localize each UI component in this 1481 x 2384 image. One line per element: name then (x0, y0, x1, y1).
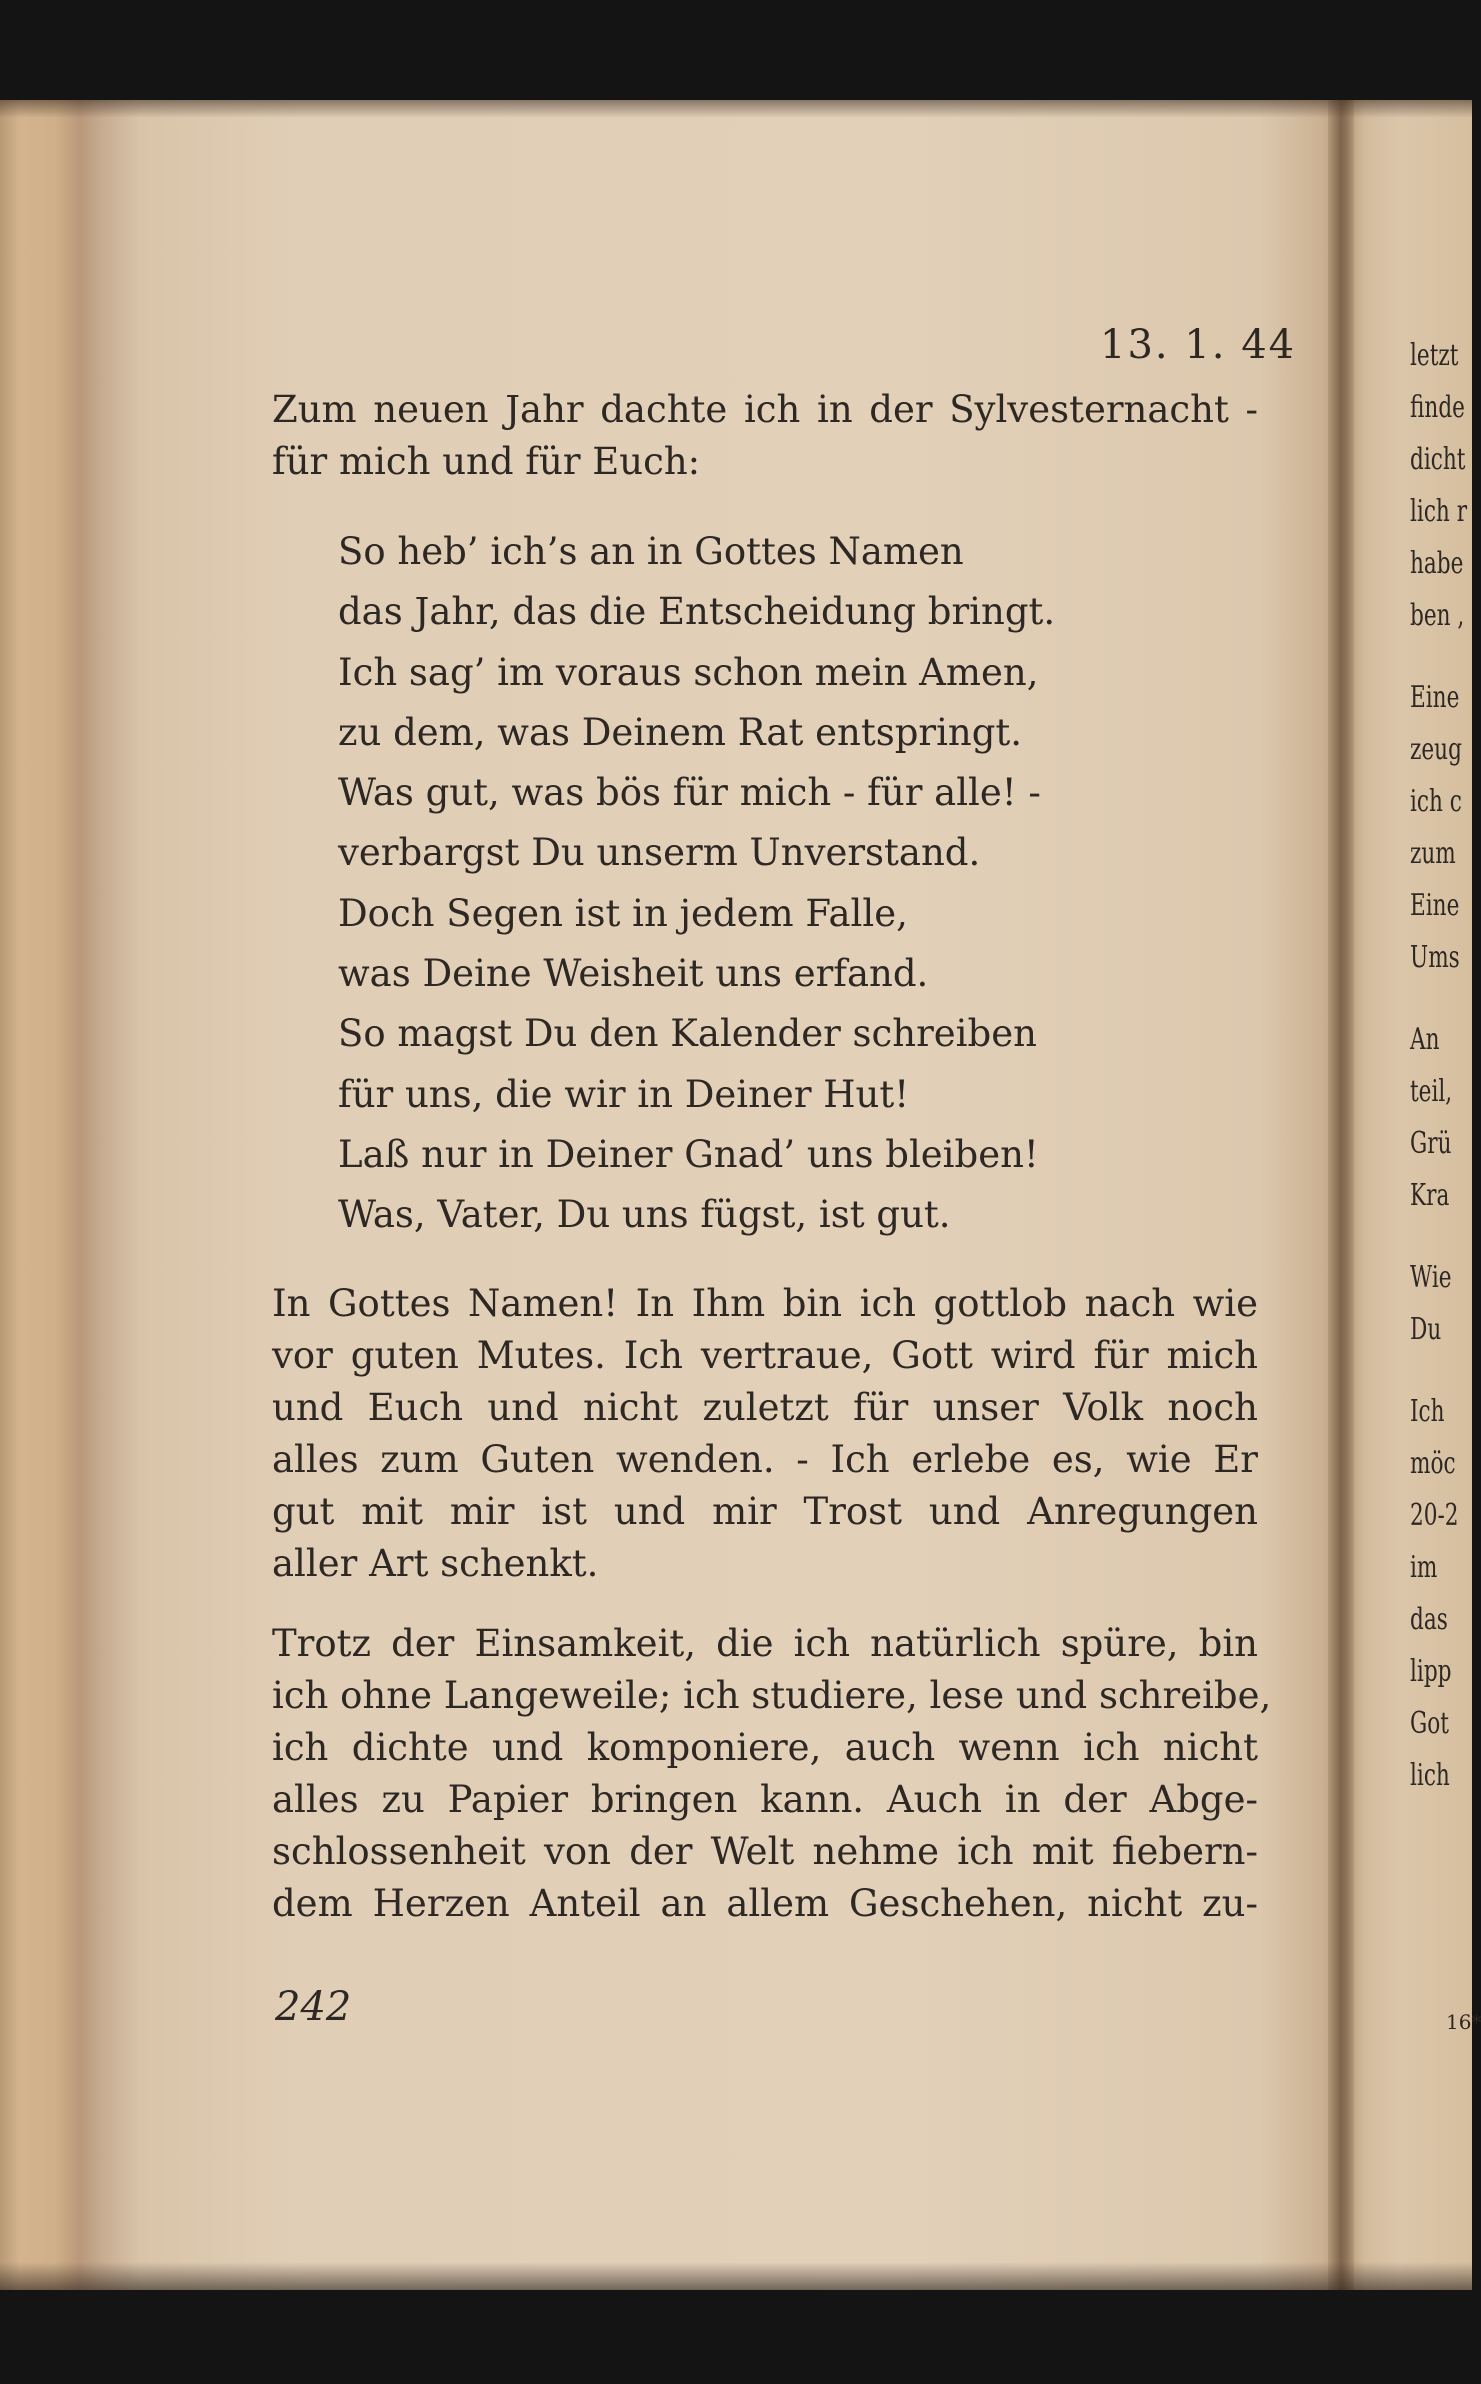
fragment-gap (1410, 1356, 1455, 1386)
intro-line: für mich und für Euch: (272, 440, 701, 483)
poem-line: das Jahr, das die Entscheidung bringt. (338, 590, 1056, 634)
fragment: Kra (1410, 1178, 1450, 1213)
intro-paragraph (272, 384, 1258, 488)
fragment: lich (1410, 1758, 1450, 1793)
paragraph-line: schlossenheit von der Welt nehme ich mit fiebern- (272, 1830, 1258, 1873)
fragment: Ich (1410, 1394, 1445, 1429)
paragraph-line: In Gottes Namen! In Ihm bin ich gottlob nach wie (272, 1282, 1258, 1325)
fragment: letzt (1410, 338, 1459, 373)
letter-date: 13. 1. 44 (1100, 322, 1297, 368)
paragraph-line: aller Art schenkt. (272, 1542, 599, 1585)
poem-line: zu dem, was Deinem Rat entspringt. (338, 710, 1023, 754)
fragment: habe (1410, 546, 1464, 581)
fragment: Grü (1410, 1126, 1452, 1161)
fragment: im (1410, 1550, 1438, 1585)
fragment: finde (1410, 390, 1465, 425)
paragraph-line: alles zu Papier bringen kann. Auch in der Abge- (272, 1778, 1258, 1821)
poem-line: Was gut, was bös für mich - für alle! - (338, 771, 1041, 815)
poem-line: So magst Du den Kalender schreiben (338, 1012, 1037, 1056)
paragraph-line: und Euch und nicht zuletzt für unser Volk noch (272, 1386, 1258, 1429)
fragment: ben , (1410, 598, 1465, 633)
poem-line: was Deine Weisheit uns erfand. (338, 952, 929, 996)
fragment: zeug (1410, 732, 1462, 767)
book-gutter (1328, 100, 1354, 2290)
paragraph-line: gut mit mir ist und mir Trost und Anregungen (272, 1490, 1258, 1533)
fragment: zum (1410, 836, 1456, 871)
fragment: Got (1410, 1706, 1449, 1741)
paragraph-gottes-namen (272, 1278, 1258, 1590)
poem-line: Laß nur in Deiner Gnad’ uns bleiben! (338, 1132, 1039, 1176)
fragment: 20-2 (1410, 1498, 1459, 1533)
fragment-gap (1410, 1222, 1455, 1252)
paragraph-line: alles zum Guten wenden. - Ich erlebe es, wie Er (272, 1438, 1258, 1481)
fragment: dicht (1410, 442, 1466, 477)
neighbor-page-number: 16* (1446, 2010, 1481, 2034)
fragment: Eine (1410, 680, 1460, 715)
fragment: teil, (1410, 1074, 1453, 1109)
fragment: möc (1410, 1446, 1456, 1481)
paragraph-line: ich ohne Langeweile; ich studiere, lese und schreibe, (272, 1674, 1272, 1717)
intro-line: Zum neuen Jahr dachte ich in der Sylvesternacht - (272, 388, 1258, 431)
poem-line: Ich sag’ im voraus schon mein Amen, (338, 650, 1039, 694)
poem-line: Doch Segen ist in jedem Falle, (338, 891, 908, 935)
paragraph-line: ich dichte und komponiere, auch wenn ich nicht (272, 1726, 1258, 1769)
poem (338, 522, 1055, 1246)
paragraph-line: Trotz der Einsamkeit, die ich natürlich spüre, bin (272, 1622, 1258, 1665)
fragment-gap (1410, 642, 1455, 672)
fragment: lipp (1410, 1654, 1452, 1689)
fragment: das (1410, 1602, 1448, 1637)
fragment-gap (1410, 984, 1455, 1014)
fragment: Eine (1410, 888, 1460, 923)
fragment: ich c (1410, 784, 1462, 819)
poem-line: für uns, die wir in Deiner Hut! (338, 1072, 910, 1116)
page-bottom-edge (0, 2262, 1472, 2290)
poem-line: verbargst Du unserm Unverstand. (338, 831, 981, 875)
fragment: An (1410, 1022, 1440, 1057)
page-top-edge (0, 100, 1472, 118)
fragment: Du (1410, 1312, 1442, 1347)
fragment: Ums (1410, 940, 1460, 975)
paragraph-line: vor guten Mutes. Ich vertraue, Gott wird für mich (272, 1334, 1258, 1377)
fragment: lich r (1410, 494, 1468, 529)
fragment: Wie (1410, 1260, 1452, 1295)
poem-line: So heb’ ich’s an in Gottes Namen (338, 530, 964, 573)
poem-line: Was, Vater, Du uns fügst, ist gut. (338, 1193, 951, 1237)
neighbor-page-fragments (1410, 330, 1468, 1802)
paragraph-line: dem Herzen Anteil an allem Geschehen, nicht zu- (272, 1882, 1258, 1925)
page-number: 242 (275, 1984, 352, 2030)
paragraph-einsamkeit (272, 1618, 1272, 1930)
